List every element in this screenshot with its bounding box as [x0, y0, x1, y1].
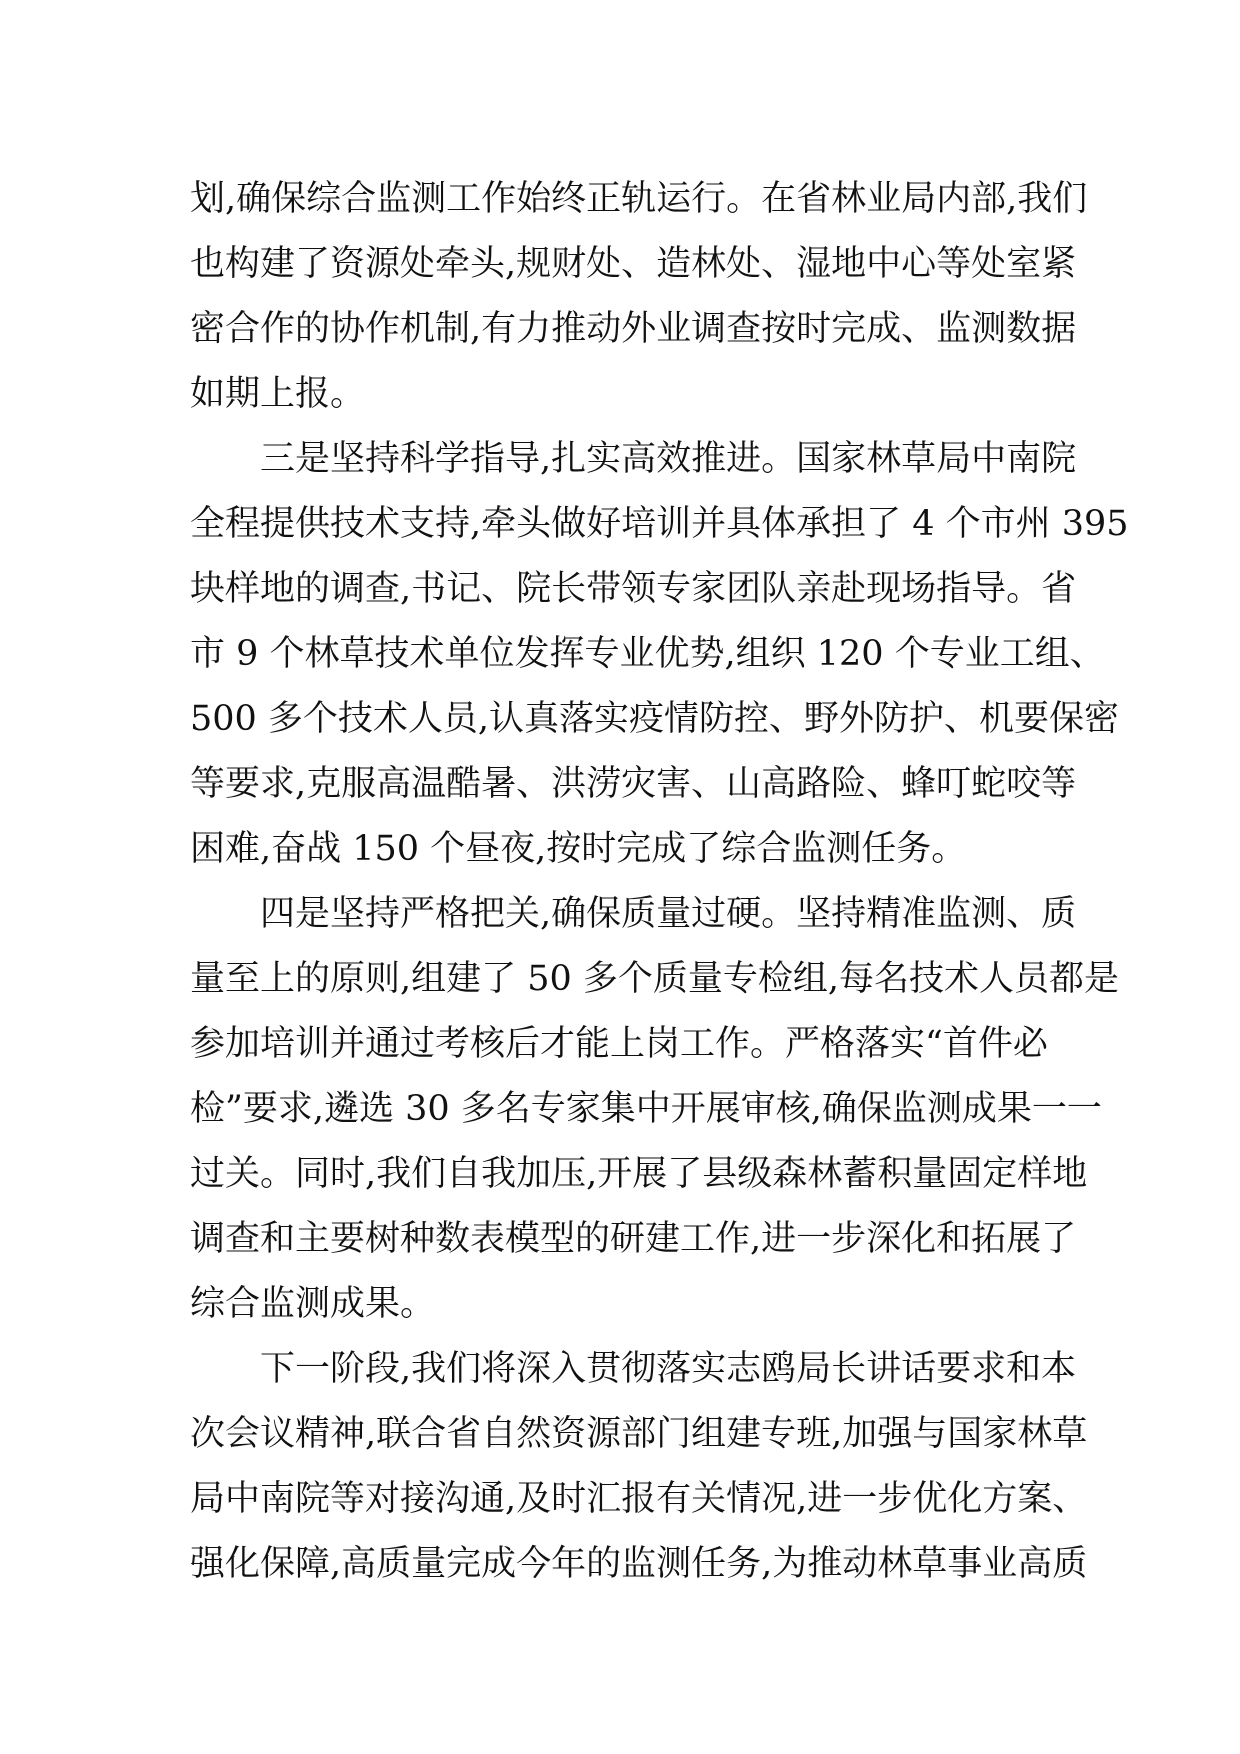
body-text: [190, 167, 1129, 1597]
text-line: 市 9 个林草技术单位发挥专业优势,组织 120 个专业工组、: [190, 634, 1105, 674]
text-line: 等要求,克服高温酷暑、洪涝灾害、山高路险、蜂叮蛇咬等: [190, 764, 1077, 804]
text-line: 过关。同时,我们自我加压,开展了县级森林蓄积量固定样地: [190, 1154, 1088, 1194]
text-line: 次会议精神,联合省自然资源部门组建专班,加强与国家林草: [190, 1414, 1088, 1454]
text-line: 密合作的协作机制,有力推动外业调查按时完成、监测数据: [190, 309, 1077, 349]
paragraph-start-line: 下一阶段,我们将深入贯彻落实志鸥局长讲话要求和本: [260, 1349, 1077, 1389]
text-line: 全程提供技术支持,牵头做好培训并具体承担了 4 个市州 395: [190, 504, 1129, 544]
text-line: 500 多个技术人员,认真落实疫情防控、野外防护、机要保密: [190, 699, 1120, 739]
text-line: 强化保障,高质量完成今年的监测任务,为推动林草事业高质: [190, 1544, 1088, 1584]
text-line: 综合监测成果。: [190, 1284, 436, 1324]
text-line: 困难,奋战 150 个昼夜,按时完成了综合监测任务。: [190, 829, 967, 869]
text-line: 检”要求,遴选 30 多名专家集中开展审核,确保监测成果一一: [190, 1089, 1102, 1129]
text-line: 划,确保综合监测工作始终正轨运行。在省林业局内部,我们: [190, 179, 1088, 219]
text-line: 如期上报。: [190, 374, 366, 414]
text-line: 也构建了资源处牵头,规财处、造林处、湿地中心等处室紧: [190, 244, 1077, 284]
paragraph-start-line: 三是坚持科学指导,扎实高效推进。国家林草局中南院: [260, 439, 1077, 479]
text-line: 参加培训并通过考核后才能上岗工作。严格落实“首件必: [190, 1024, 1048, 1064]
text-line: 局中南院等对接沟通,及时汇报有关情况,进一步优化方案、: [190, 1479, 1088, 1519]
text-line: 量至上的原则,组建了 50 多个质量专检组,每名技术人员都是: [190, 959, 1120, 999]
text-line: 块样地的调查,书记、院长带领专家团队亲赴现场指导。省: [190, 569, 1077, 609]
paragraph-start-line: 四是坚持严格把关,确保质量过硬。坚持精准监测、质: [260, 894, 1077, 934]
text-line: 调查和主要树种数表模型的研建工作,进一步深化和拓展了: [190, 1219, 1077, 1259]
